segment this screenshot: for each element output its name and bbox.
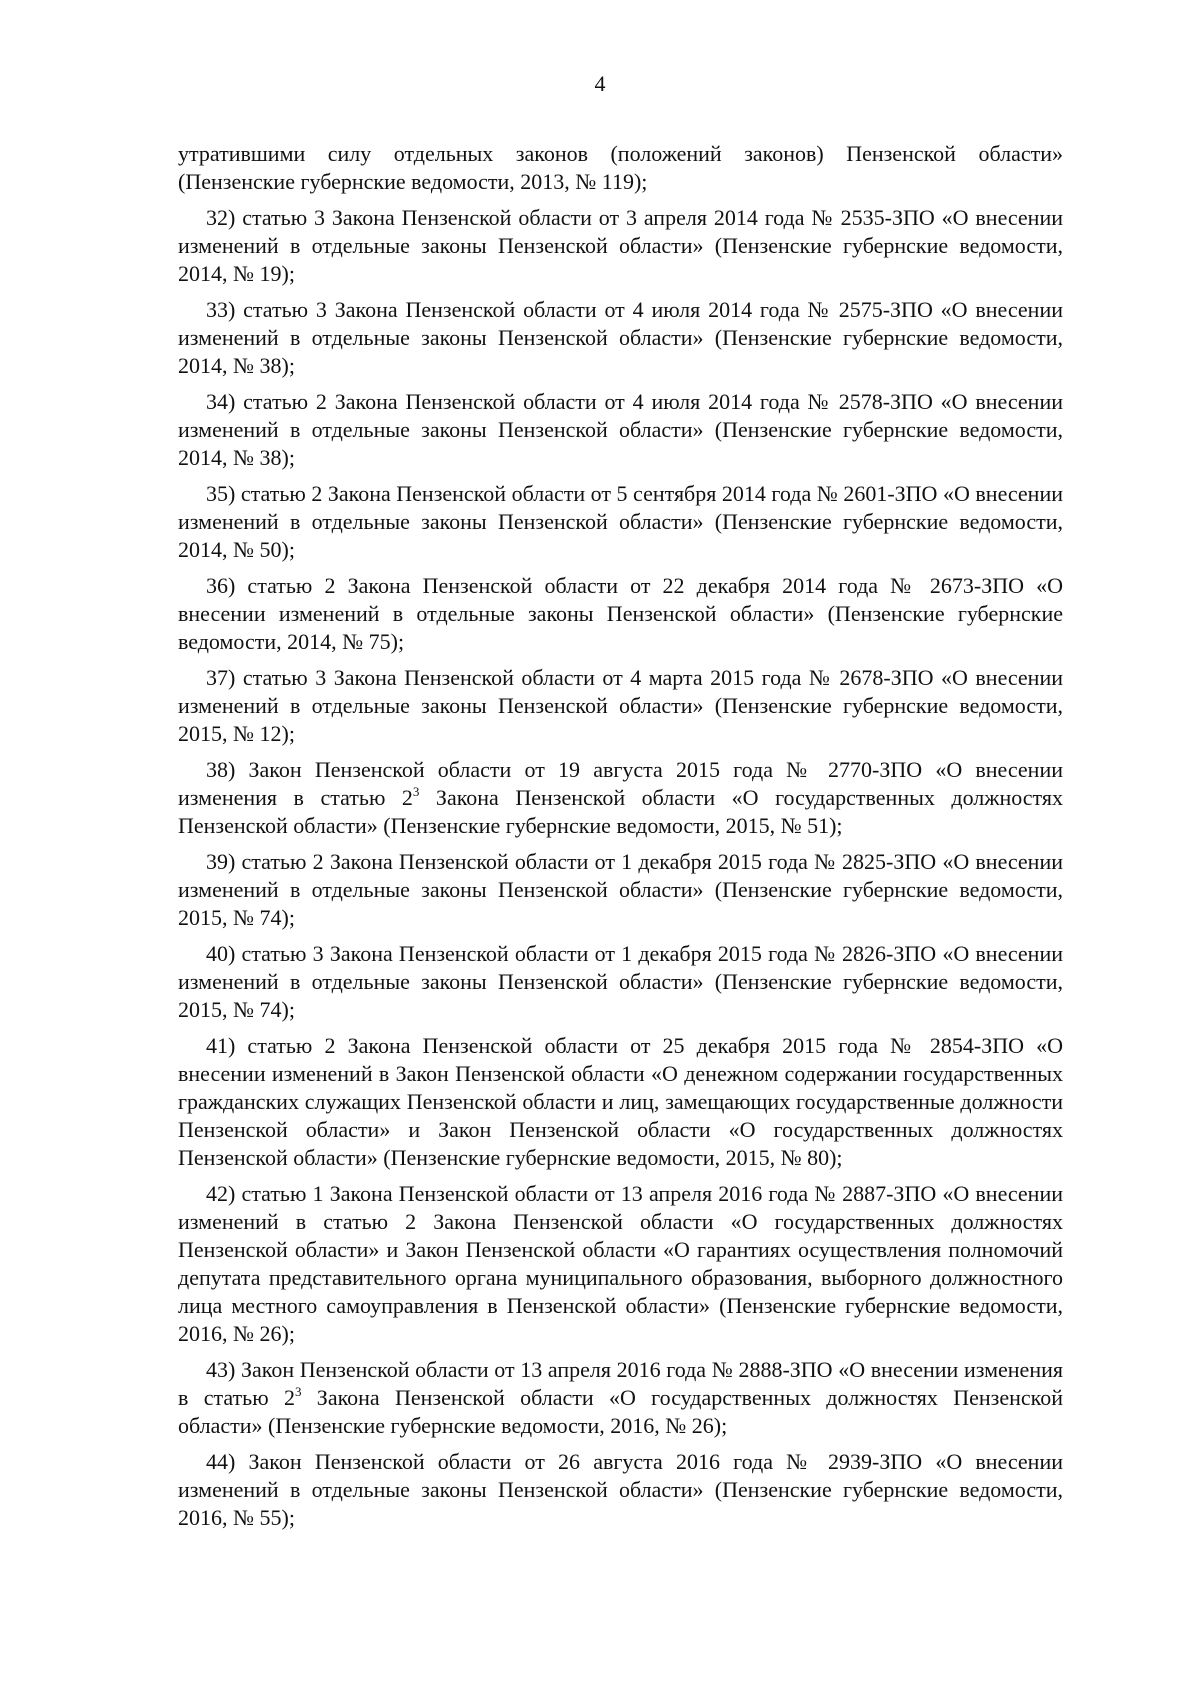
intro-paragraph: утратившими силу отдельных законов (положений законов) Пензенской области» (Пензенские губернские ведомости, 2013, № 119); <box>178 141 1063 194</box>
list-item-38-text-after: Закона Пензенской области «О государственных должностях Пензенской области» (Пензенские губернские ведомости, 2015, № 51); <box>178 785 1063 838</box>
list-item-42: 42) статью 1 Закона Пензенской области от 13 апреля 2016 года № 2887-ЗПО «О внесении изменений в статью 2 Закона Пензенской области «О государственных должностях Пензенской области» и Закон Пензенской области «О гарантиях осуществления полномочий депутата представительного органа муниципального образования, выборного должностного лица местного самоуправления в Пензенской области» (Пензенские губернские ведомости, 2016, № 26); <box>178 1181 1063 1346</box>
list-item-40: 40) статью 3 Закона Пензенской области от 1 декабря 2015 года № 2826-ЗПО «О внесении изменений в отдельные законы Пензенской области» (Пензенские губернские ведомости, 2015, № 74); <box>178 941 1063 1022</box>
list-item-43-text-after: Закона Пензенской области «О государственных должностях Пензенской области» (Пензенские губернские ведомости, 2016, № 26); <box>178 1385 1063 1438</box>
list-item-32: 32) статью 3 Закона Пензенской области от 3 апреля 2014 года № 2535-ЗПО «О внесении изменений в отдельные законы Пензенской области» (Пензенские губернские ведомости, 2014, № 19); <box>178 205 1063 286</box>
superscript-3: 3 <box>294 1384 302 1399</box>
list-item-34: 34) статью 2 Закона Пензенской области от 4 июля 2014 года № 2578-ЗПО «О внесении изменений в отдельные законы Пензенской области» (Пензенские губернские ведомости, 2014, № 38); <box>178 389 1063 470</box>
list-item-33: 33) статью 3 Закона Пензенской области от 4 июля 2014 года № 2575-ЗПО «О внесении изменений в отдельные законы Пензенской области» (Пензенские губернские ведомости, 2014, № 38); <box>178 297 1063 378</box>
list-item-36: 36) статью 2 Закона Пензенской области от 22 декабря 2014 года № 2673-ЗПО «О внесении изменений в отдельные законы Пензенской области» (Пензенские губернские ведомости, 2014, № 75); <box>178 573 1063 654</box>
list-item-37: 37) статью 3 Закона Пензенской области от 4 марта 2015 года № 2678-ЗПО «О внесении изменений в отдельные законы Пензенской области» (Пензенские губернские ведомости, 2015, № 12); <box>178 665 1063 746</box>
list-item-35: 35) статью 2 Закона Пензенской области от 5 сентября 2014 года № 2601-ЗПО «О внесении изменений в отдельные законы Пензенской области» (Пензенские губернские ведомости, 2014, № 50); <box>178 481 1063 562</box>
list-item-39: 39) статью 2 Закона Пензенской области от 1 декабря 2015 года № 2825-ЗПО «О внесении изменений в отдельные законы Пензенской области» (Пензенские губернские ведомости, 2015, № 74); <box>178 849 1063 930</box>
document-body <box>178 140 1063 1540</box>
list-item-38-text-before: 38) Закон Пензенской области от 19 августа 2015 года № 2770-ЗПО «О внесении изменения в статью 2 <box>178 757 1063 810</box>
superscript-3: 3 <box>412 784 420 799</box>
list-item-43-text-before: 43) Закон Пензенской области от 13 апреля 2016 года № 2888-ЗПО «О внесении изменения в статью 2 <box>178 1357 1063 1410</box>
list-item-41: 41) статью 2 Закона Пензенской области от 25 декабря 2015 года № 2854-ЗПО «О внесении изменений в Закон Пензенской области «О денежном содержании государственных гражданских служащих Пензенской области и лиц, замещающих государственные должности Пензенской области» и Закон Пензенской области «О государственных должностях Пензенской области» (Пензенские губернские ведомости, 2015, № 80); <box>178 1033 1063 1170</box>
page-number: 4 <box>594 71 606 96</box>
list-item-43 <box>178 1356 1063 1440</box>
list-item-44: 44) Закон Пензенской области от 26 августа 2016 года № 2939-ЗПО «О внесении изменений в отдельные законы Пензенской области» (Пензенские губернские ведомости, 2016, № 55); <box>178 1449 1063 1530</box>
list-item-38 <box>178 756 1063 840</box>
